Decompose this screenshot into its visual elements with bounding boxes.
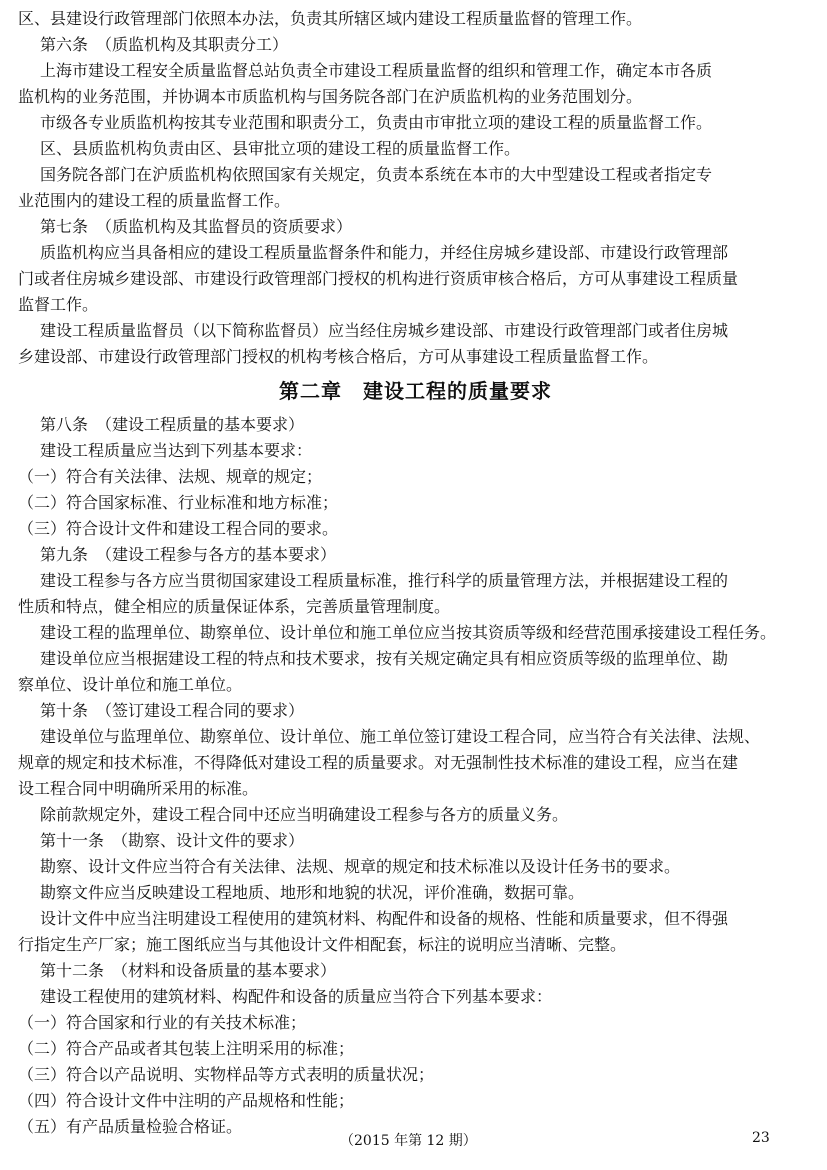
text-line: 第十一条 （勘察、设计文件的要求） xyxy=(40,831,305,850)
text-line: （三）符合设计文件和建设工程合同的要求。 xyxy=(18,519,339,538)
text-line: 上海市建设工程安全质量监督总站负责全市建设工程质量监督的组织和管理工作，确定本市各质 xyxy=(40,61,713,80)
text-line: 性质和特点，健全相应的质量保证体系，完善质量管理制度。 xyxy=(18,597,451,616)
text-line: （五）有产品质量检验合格证。 xyxy=(18,1117,243,1136)
text-line: 第八条 （建设工程质量的基本要求） xyxy=(40,415,305,434)
text-line: （一）符合国家和行业的有关技术标准； xyxy=(18,1013,307,1032)
text-line: （三）符合以产品说明、实物样品等方式表明的质量状况； xyxy=(18,1065,435,1084)
text-line: 建设工程质量应当达到下列基本要求： xyxy=(40,441,313,460)
text-line: 建设单位应当根据建设工程的特点和技术要求，按有关规定确定具有相应资质等级的监理单位、勘 xyxy=(40,649,729,668)
text-line: 建设工程使用的建筑材料、构配件和设备的质量应当符合下列基本要求： xyxy=(40,987,553,1006)
chapter-heading: 第二章 建设工程的质量要求 xyxy=(279,379,552,403)
text-line: 监督工作。 xyxy=(18,295,99,314)
text-line: 除前款规定外，建设工程合同中还应当明确建设工程参与各方的质量义务。 xyxy=(40,805,569,824)
text-line: 设计文件中应当注明建设工程使用的建筑材料、构配件和设备的规格、性能和质量要求，但不得强 xyxy=(40,909,729,928)
issue-label: （2015 年第 12 期） xyxy=(340,1133,477,1149)
text-line: 业范围内的建设工程的质量监督工作。 xyxy=(18,191,291,210)
text-line: 国务院各部门在沪质监机构依照国家有关规定，负责本系统在本市的大中型建设工程或者指定专 xyxy=(40,165,713,184)
text-line: 第十条 （签订建设工程合同的要求） xyxy=(40,701,305,720)
text-line: 设工程合同中明确所采用的标准。 xyxy=(18,779,259,798)
document-body xyxy=(18,6,813,1140)
text-line: 区、县质监机构负责由区、县审批立项的建设工程的质量监督工作。 xyxy=(40,139,521,158)
text-line: 勘察文件应当反映建设工程地质、地形和地貌的状况，评价准确，数据可靠。 xyxy=(40,883,585,902)
text-line: 质监机构应当具备相应的建设工程质量监督条件和能力，并经住房城乡建设部、市建设行政管理部 xyxy=(40,243,729,262)
text-line: 第七条 （质监机构及其监督员的资质要求） xyxy=(40,217,353,236)
text-line: 勘察、设计文件应当符合有关法律、法规、规章的规定和技术标准以及设计任务书的要求。 xyxy=(40,857,681,876)
text-line: 行指定生产厂家；施工图纸应当与其他设计文件相配套，标注的说明应当清晰、完整。 xyxy=(18,935,627,954)
text-line: 规章的规定和技术标准，不得降低对建设工程的质量要求。对无强制性技术标准的建设工程，应当在建 xyxy=(18,753,739,772)
text-line: （四）符合设计文件中注明的产品规格和性能； xyxy=(18,1091,355,1110)
text-line: 建设工程参与各方应当贯彻国家建设工程质量标准，推行科学的质量管理方法，并根据建设工程的 xyxy=(40,571,729,590)
text-line: 第九条 （建设工程参与各方的基本要求） xyxy=(40,545,337,564)
text-line: 区、县建设行政管理部门依照本办法，负责其所辖区域内建设工程质量监督的管理工作。 xyxy=(18,9,643,28)
text-line: （二）符合国家标准、行业标准和地方标准； xyxy=(18,493,339,512)
text-line: 监机构的业务范围，并协调本市质监机构与国务院各部门在沪质监机构的业务范围划分。 xyxy=(18,87,643,106)
text-line: 市级各专业质监机构按其专业范围和职责分工，负责由市审批立项的建设工程的质量监督工作。 xyxy=(40,113,713,132)
text-line: （二）符合产品或者其包装上注明采用的标准； xyxy=(18,1039,355,1058)
text-line: 门或者住房城乡建设部、市建设行政管理部门授权的机构进行资质审核合格后，方可从事建设工程质量 xyxy=(18,269,739,288)
text-line: （一）符合有关法律、法规、规章的规定； xyxy=(18,467,323,486)
text-line: 建设单位与监理单位、勘察单位、设计单位、施工单位签订建设工程合同，应当符合有关法律、法规、 xyxy=(40,727,761,746)
page-number: 23 xyxy=(752,1130,770,1146)
text-line: 建设工程的监理单位、勘察单位、设计单位和施工单位应当按其资质等级和经营范围承接建设工程任务。 xyxy=(40,623,777,642)
text-line: 察单位、设计单位和施工单位。 xyxy=(18,675,243,694)
text-line: 乡建设部、市建设行政管理部门授权的机构考核合格后，方可从事建设工程质量监督工作。 xyxy=(18,347,659,366)
text-line: 第十二条 （材料和设备质量的基本要求） xyxy=(40,961,337,980)
text-line: 建设工程质量监督员（以下简称监督员）应当经住房城乡建设部、市建设行政管理部门或者住房城 xyxy=(40,321,729,340)
text-line: 第六条 （质监机构及其职责分工） xyxy=(40,35,289,54)
